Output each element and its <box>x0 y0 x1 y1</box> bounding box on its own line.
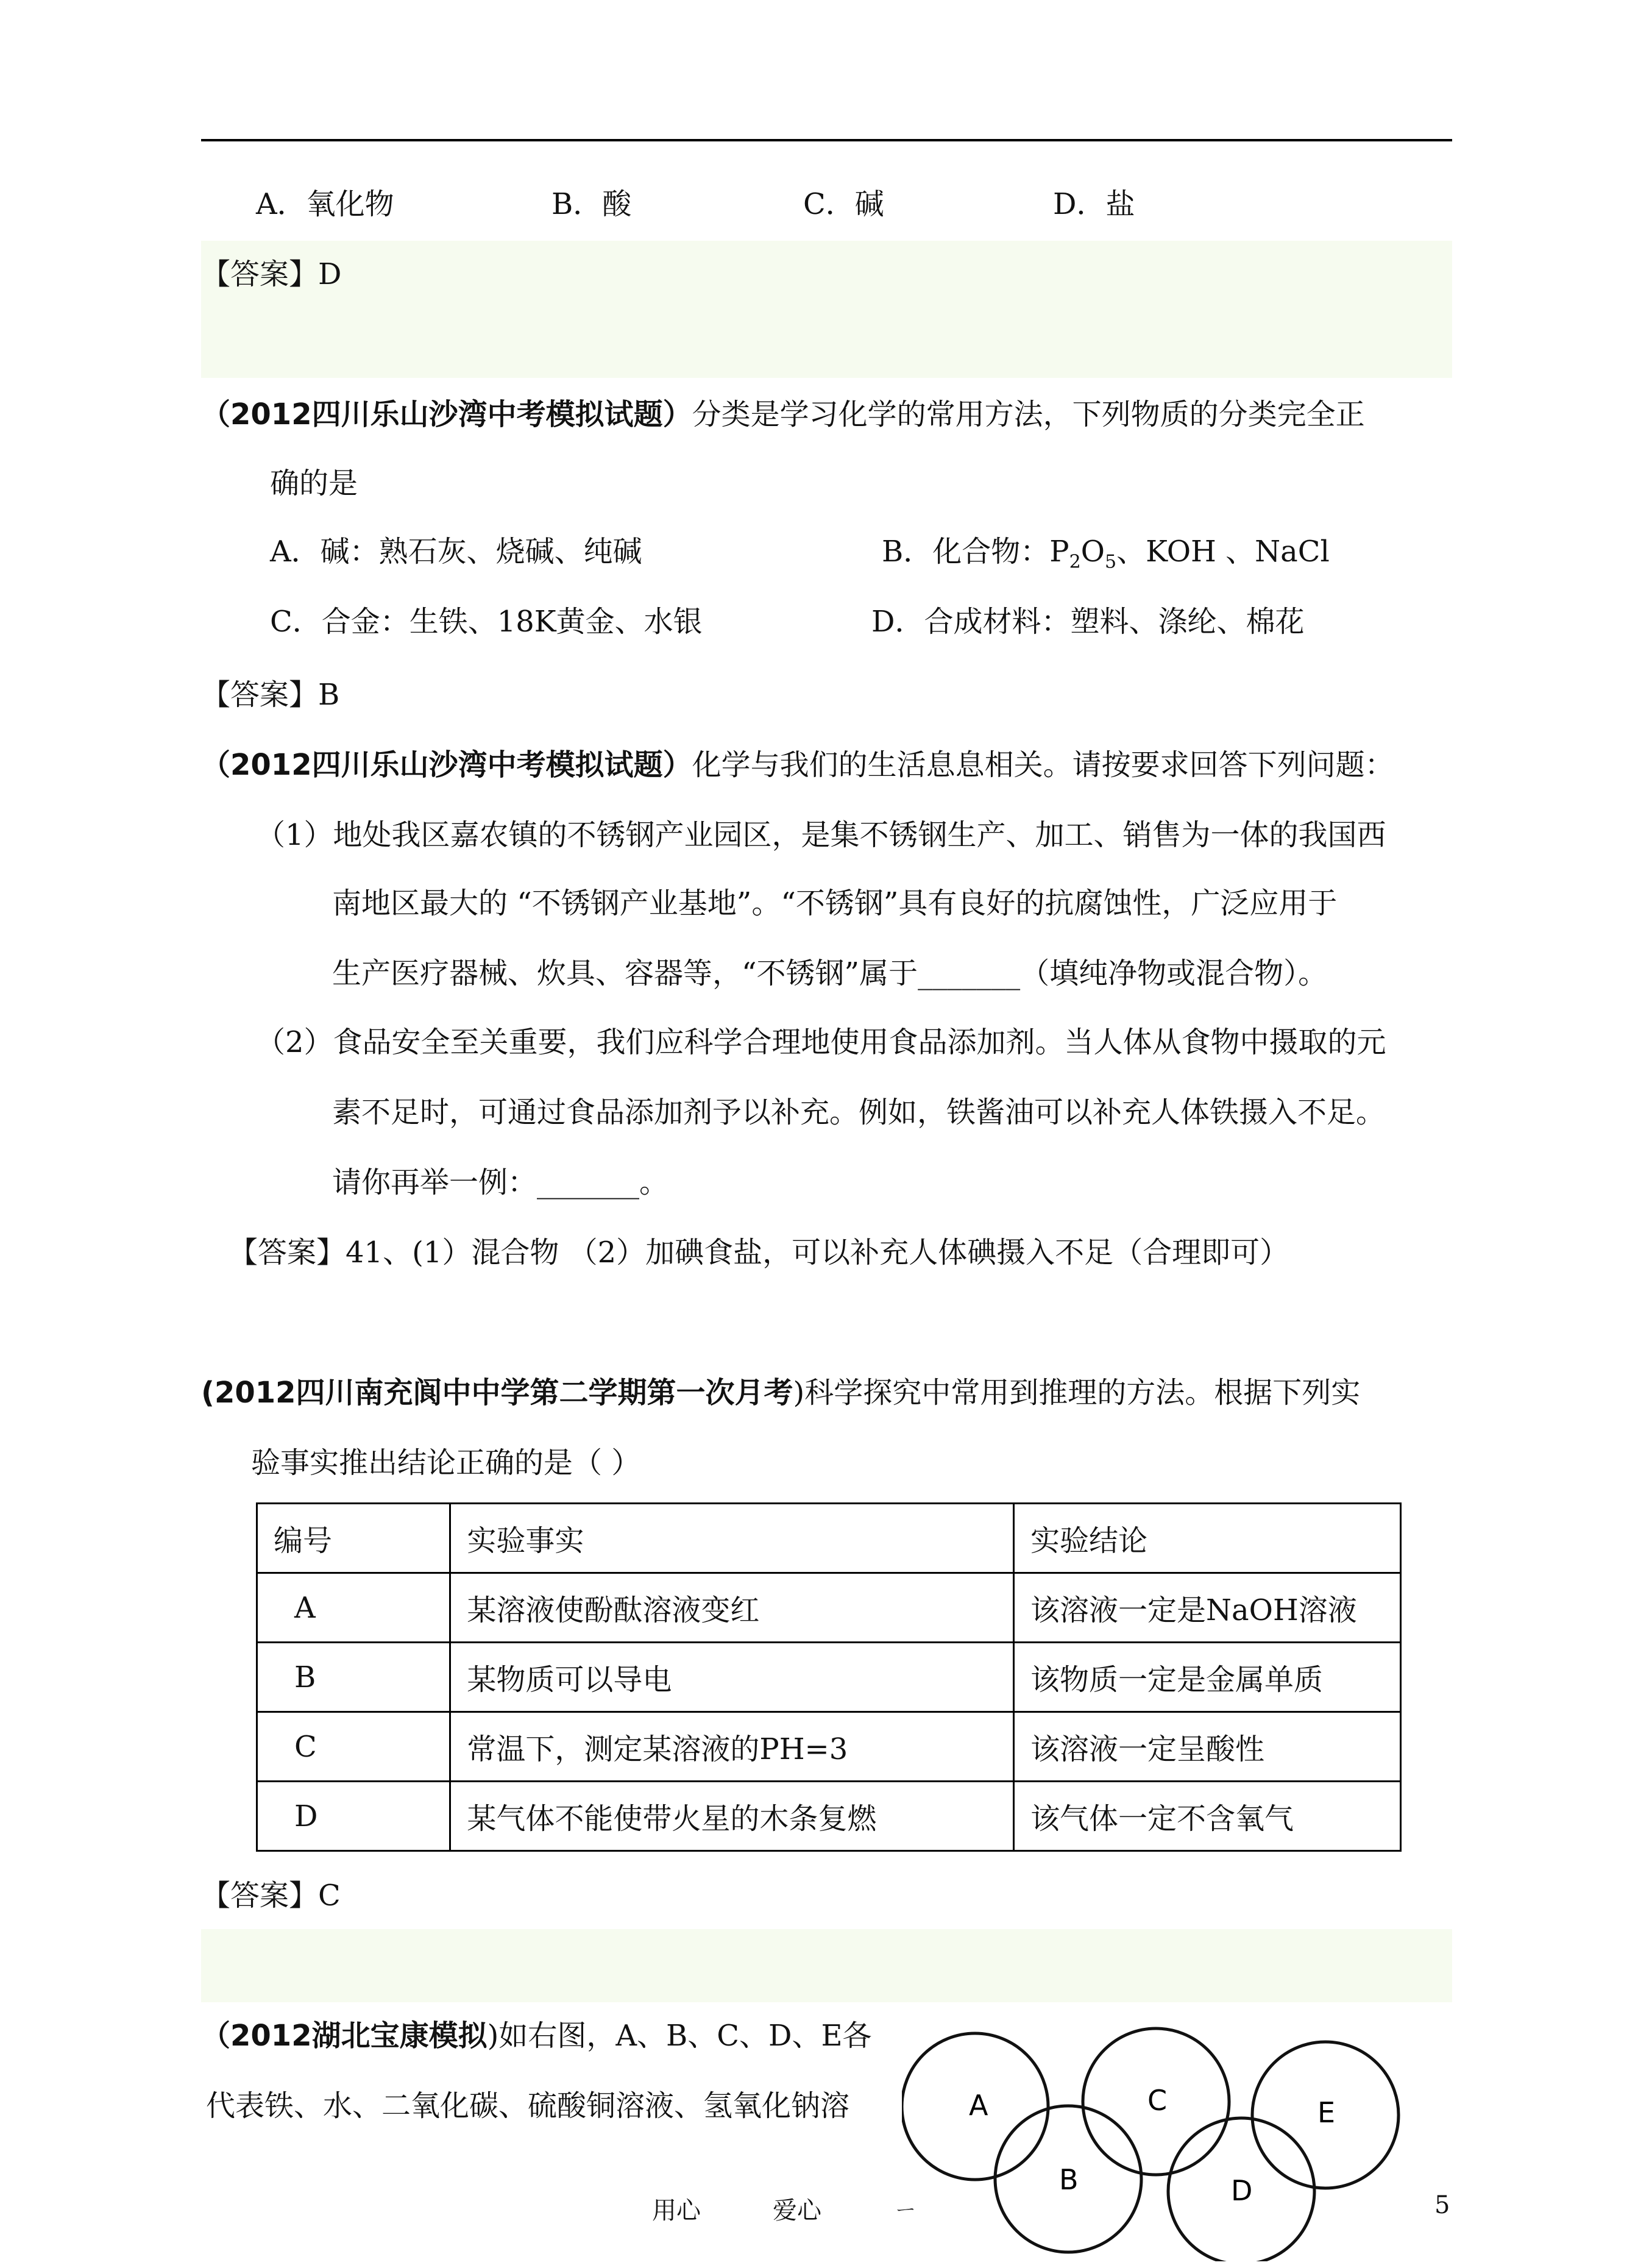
page-number: 5 <box>1434 2191 1450 2219</box>
table-header: 实验结论 <box>1013 1504 1400 1573</box>
table-header: 编号 <box>257 1504 450 1573</box>
table-cell: 该气体一定不含氧气 <box>1013 1782 1400 1851</box>
table-row <box>257 1712 1401 1782</box>
rings-diagram <box>902 2017 1426 2261</box>
table-cell: A <box>257 1573 450 1643</box>
table-cell: 该物质一定是金属单质 <box>1013 1643 1400 1712</box>
q2-part2-line2: 素不足时，可通过食品添加剂予以补充。例如，铁酱油可以补充人体铁摄入不足。 <box>332 1095 1386 1129</box>
q1-option-c: C．合金：生铁、18K黄金、水银 <box>270 605 703 639</box>
option-a: A．氧化物 <box>256 187 394 221</box>
q2-part2-line1: （2）食品安全至关重要，我们应科学合理地使用食品添加剂。当人体从食物中摄取的元 <box>256 1025 1386 1059</box>
table-header-row <box>257 1504 1401 1573</box>
answer-q0: 【答案】D <box>201 257 342 291</box>
option-b: B．酸 <box>551 187 632 221</box>
table-row <box>257 1643 1401 1712</box>
option-c: C．碱 <box>803 187 884 221</box>
q2-part2-line3: 请你再举一例：_______。 <box>332 1165 669 1200</box>
circle-label: B <box>1059 2163 1079 2196</box>
answer-q2: 【答案】41、(1）混合物 （2）加碘食盐，可以补充人体碘摄入不足（合理即可） <box>229 1235 1289 1270</box>
question-source: (2012四川南充阆中中学第二学期第一次月考 <box>201 1376 793 1410</box>
table-cell: 该溶液一定呈酸性 <box>1013 1712 1400 1782</box>
table-header: 实验事实 <box>450 1504 1014 1573</box>
q2-part1-line1: （1）地处我区嘉农镇的不锈钢产业园区，是集不锈钢生产、加工、销售为一体的我国西 <box>256 818 1386 852</box>
circle-label: D <box>1231 2174 1253 2207</box>
question-1-stem-line2: 确的是 <box>270 466 358 500</box>
question-source: （2012湖北宝康模拟 <box>201 2019 488 2053</box>
table-row <box>257 1573 1401 1643</box>
experiment-table <box>256 1502 1402 1852</box>
table-row <box>257 1782 1401 1851</box>
answer-q3: 【答案】C <box>201 1879 341 1913</box>
q2-part1-line2: 南地区最大的 “不锈钢产业基地”。“不锈钢”具有良好的抗腐蚀性，广泛应用于 <box>332 886 1338 920</box>
question-source: （2012四川乐山沙湾中考模拟试题） <box>201 748 692 782</box>
table-cell: 该溶液一定是NaOH溶液 <box>1013 1573 1400 1643</box>
table-cell: 某物质可以导电 <box>450 1643 1014 1712</box>
answer-q1: 【答案】B <box>201 678 340 712</box>
footer-text: 爱心 <box>773 2197 821 2225</box>
footer-text: 用心 <box>652 2197 701 2225</box>
question-4-stem-line2: 代表铁、水、二氧化碳、硫酸铜溶液、氢氧化钠溶 <box>206 2089 850 2123</box>
q1-option-b: B．化合物：$P_2O_5$、KOH 、NaCl <box>882 535 1330 573</box>
question-1-stem: （2012四川乐山沙湾中考模拟试题）分类是学习化学的常用方法，下列物质的分类完全正 <box>201 397 1365 432</box>
question-3-stem-line2: 验事实推出结论正确的是（ ） <box>251 1446 641 1480</box>
answer-band <box>201 1929 1452 2002</box>
option-d: D．盐 <box>1053 187 1135 221</box>
footer-text: ㄧ <box>893 2197 918 2225</box>
table-cell: D <box>257 1782 450 1851</box>
table-cell: 某溶液使酚酞溶液变红 <box>450 1573 1014 1643</box>
table-cell: B <box>257 1643 450 1712</box>
q1-option-d: D．合成材料：塑料、涤纶、棉花 <box>871 605 1305 639</box>
q2-part1-line3: 生产医疗器械、炊具、容器等，“不锈钢”属于_______（填纯净物或混合物）。 <box>332 956 1328 990</box>
circle-label: C <box>1147 2084 1168 2117</box>
circle-label: A <box>969 2089 988 2122</box>
header-rule <box>201 139 1452 141</box>
question-source: （2012四川乐山沙湾中考模拟试题） <box>201 397 692 432</box>
question-4-stem: （2012湖北宝康模拟)如右图，A、B、C、D、E各 <box>201 2019 872 2053</box>
question-3-stem: (2012四川南充阆中中学第二学期第一次月考)科学探究中常用到推理的方法。根据下列实 <box>201 1376 1361 1410</box>
question-2-stem: （2012四川乐山沙湾中考模拟试题）化学与我们的生活息息相关。请按要求回答下列问题： <box>201 748 1394 782</box>
answer-band <box>201 241 1452 378</box>
table-cell: C <box>257 1712 450 1782</box>
q1-option-a: A．碱：熟石灰、烧碱、纯碱 <box>270 535 642 569</box>
circle-label: E <box>1317 2096 1336 2129</box>
table-cell: 常温下，测定某溶液的PH=3 <box>450 1712 1014 1782</box>
table-cell: 某气体不能使带火星的木条复燃 <box>450 1782 1014 1851</box>
